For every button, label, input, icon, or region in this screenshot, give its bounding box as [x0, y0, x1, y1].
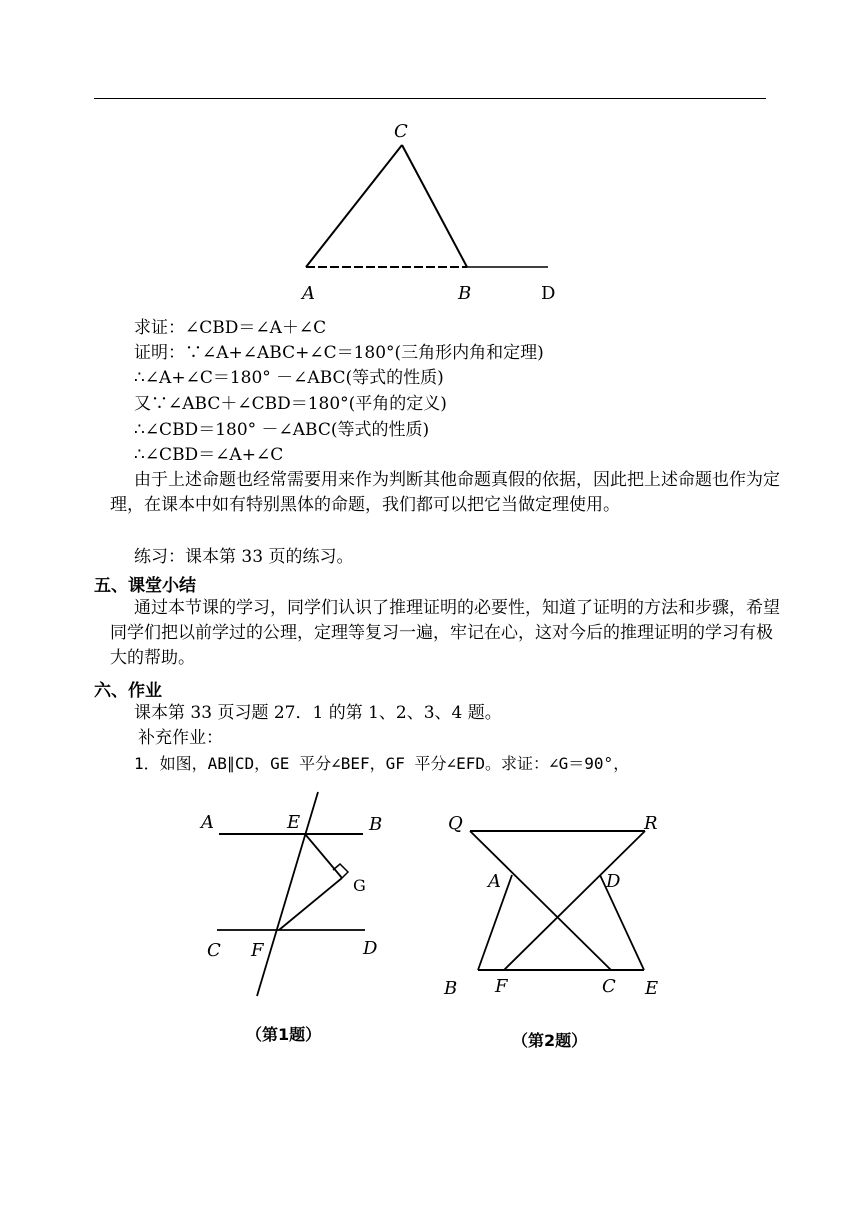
label-b: B [458, 283, 472, 304]
label-c: C [394, 121, 408, 142]
label-a: A [201, 812, 214, 833]
segment-eg [305, 834, 342, 878]
proof-line-2: ∴∠A+∠C＝180° －∠ABC(等式的性质) [134, 368, 444, 388]
label-a: A [488, 871, 501, 892]
label-g: G [353, 876, 366, 895]
label-r: R [644, 813, 658, 834]
segment-ca [306, 145, 402, 267]
proof-line-5: ∴∠CBD＝∠A+∠C [134, 445, 284, 465]
section-5-heading: 五、课堂小结 [94, 576, 196, 596]
label-e: E [287, 812, 301, 833]
label-d: D [606, 871, 621, 892]
proof-line-3: 又∵∠ABC＋∠CBD＝180°(平角的定义) [134, 394, 447, 414]
homework-line: 课本第 33 页习题 27．1 的第 1、2、3、4 题。 [134, 703, 502, 723]
segment-qc [470, 831, 611, 970]
label-e: E [645, 978, 659, 999]
label-f: F [495, 976, 508, 997]
label-b: B [369, 814, 383, 835]
label-c: C [602, 976, 616, 997]
section-6-heading: 六、作业 [94, 681, 162, 701]
label-c: C [207, 940, 221, 961]
segment-fg [279, 878, 342, 930]
label-d: D [363, 938, 378, 959]
triangle-figure [290, 115, 580, 310]
label-f: F [251, 940, 264, 961]
label-d: D [541, 283, 556, 304]
segment-cb [402, 145, 467, 267]
supplementary-label: 补充作业： [138, 728, 223, 748]
figure-2 [440, 805, 675, 1005]
header-rule [94, 98, 766, 99]
segment-rf [504, 831, 645, 970]
theorem-note: 由于上述命题也经常需要用来作为判断其他命题真假的依据，因此把上述命题也作为定理，在课本中如有特别黑体的命题，我们都可以把它当做定理使用。 [110, 470, 780, 515]
figure-1-caption: （第1题） [246, 1025, 322, 1044]
label-a: A [302, 283, 315, 304]
proof-line-4: ∴∠CBD＝180° －∠ABC(等式的性质) [134, 420, 430, 440]
proof-line-1: 证明：∵∠A+∠ABC+∠C＝180°(三角形内角和定理) [134, 343, 544, 363]
label-q: Q [448, 813, 463, 834]
to-prove-line: 求证：∠CBD＝∠A＋∠C [134, 318, 327, 338]
figure-2-caption: （第2题） [512, 1031, 588, 1050]
exercise-line: 练习：课本第 33 页的练习。 [134, 547, 354, 567]
figure-1 [195, 790, 405, 1005]
problem-1-text: 1．如图，AB∥CD，GE 平分∠BEF，GF 平分∠EFD。求证：∠G＝90°， [134, 754, 630, 773]
section-5-text: 通过本节课的学习，同学们认识了推理证明的必要性，知道了证明的方法和步骤，希望同学们把以前学过的公理，定理等复习一遍，牢记在心，这对今后的推理证明的学习有极大的帮助。 [110, 598, 780, 668]
label-b: B [444, 978, 458, 999]
